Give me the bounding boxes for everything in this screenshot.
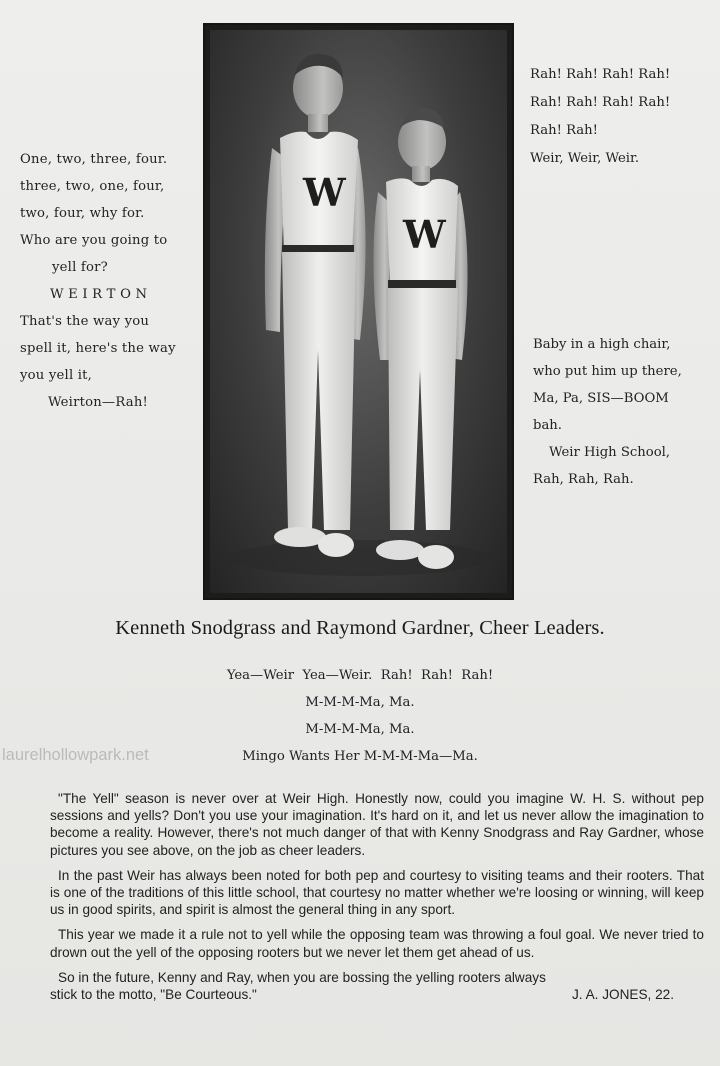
right-yell-line: Weir, Weir, Weir. <box>530 151 640 166</box>
left-yell-line: That's the way you <box>20 314 150 329</box>
left-boy <box>265 54 366 557</box>
right-yell-line: Rah, Rah, Rah. <box>533 472 634 487</box>
left-yell-line: two, four, why for. <box>20 206 145 221</box>
left-yell-line: Who are you going to <box>20 233 168 248</box>
yea-yell-line: Yea—Weir Yea—Weir. Rah! Rah! Rah! <box>226 668 494 683</box>
left-yell-line: spell it, here's the way <box>20 341 176 356</box>
right-yell-line: Rah! Rah! Rah! Rah! <box>530 67 671 82</box>
left-yell-line: you yell it, <box>20 368 93 383</box>
cheer-leaders-photo <box>203 23 514 600</box>
article-paragraph: In the past Weir has always been noted for both pep and courtesy to visiting teams and their rooters. That is one of the traditions of this little school, that courtesy no matter whether we're loosing or winning, will keep us in good spirits, and spirit is almost the general thing in any sport. <box>50 867 704 918</box>
article-paragraph: "The Yell" season is never over at Weir High. Honestly now, could you imagine W. H. S. without pep sessions and yells? Don't you use your imagination. It's hard on it, and let us never allow the imagination to become a reality. However, there's not much danger of that with Kenny Snodgrass and Ray Gardner, whose pictures you see above, on the job as cheer leaders. <box>50 791 704 858</box>
right-yell-line: Baby in a high chair, <box>533 337 671 352</box>
yea-yell-block <box>160 662 560 770</box>
article-body <box>50 790 704 1003</box>
article-closing-row <box>50 986 704 1003</box>
yea-yell-line: Mingo Wants Her M-M-M-Ma—Ma. <box>242 749 478 764</box>
right-yell-top-block <box>530 61 715 173</box>
left-yell-block <box>14 146 196 416</box>
left-yell-line: three, two, one, four, <box>20 179 165 194</box>
jersey-letter: W <box>303 170 346 215</box>
yea-yell-line: M-M-M-Ma, Ma. <box>305 695 415 710</box>
article-closing: stick to the motto, "Be Courteous." <box>50 987 257 1003</box>
site-watermark: laurelhollowpark.net <box>2 746 149 764</box>
article-paragraph: This year we made it a rule not to yell while the opposing team was throwing a foul goal. We never tried to drown out the yell of the opposing rooters but we never let them get ahead of us. <box>50 927 704 960</box>
right-boy <box>373 108 467 569</box>
right-yell-line: Weir High School, <box>549 445 671 460</box>
left-yell-line: W E I R T O N <box>50 287 148 302</box>
right-yell-line: Ma, Pa, SIS—BOOM <box>533 391 669 406</box>
photo-caption: Kenneth Snodgrass and Raymond Gardner, Cheer Leaders. <box>115 617 605 639</box>
jersey-letter: W <box>403 212 446 257</box>
left-yell-line: yell for? <box>52 260 108 275</box>
photo-image <box>210 30 507 593</box>
article-paragraph: So in the future, Kenny and Ray, when you are bossing the yelling rooters always <box>58 969 546 985</box>
article-signature: J. A. JONES, 22. <box>572 987 674 1003</box>
photo-illustration <box>210 30 507 593</box>
yea-yell-line: M-M-M-Ma, Ma. <box>305 722 415 737</box>
right-yell-line: Rah! Rah! Rah! Rah! <box>530 95 671 110</box>
right-yell-line: Rah! Rah! <box>530 123 598 138</box>
right-yell-bottom-block <box>533 331 718 493</box>
left-yell-line: One, two, three, four. <box>20 152 168 167</box>
right-yell-line: who put him up there, <box>533 364 682 379</box>
left-yell-line: Weirton—Rah! <box>48 395 149 410</box>
right-yell-line: bah. <box>533 418 562 433</box>
